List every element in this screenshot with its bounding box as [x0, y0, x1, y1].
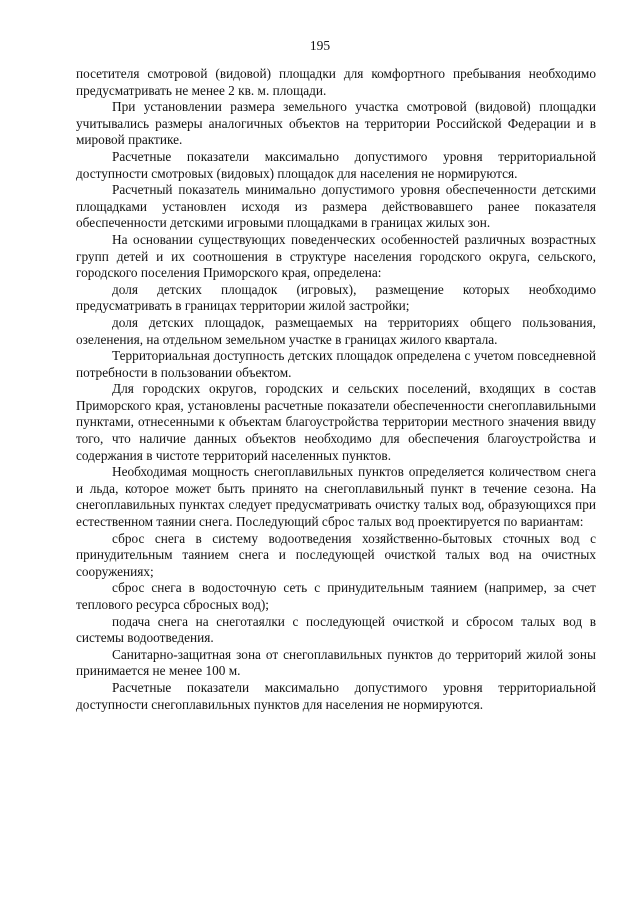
paragraph: Для городских округов, городских и сельских поселений, входящих в состав Приморского края, установлены расчетные показатели обеспеченности снегоплавильными пунктами, отнесенными к объектам благоустройства территории местного значения ввиду того, что наличие данных объектов необходимо для обеспечения благоустройства и содержания в чистоте территорий населенных пунктов.	[76, 381, 596, 463]
paragraph: Расчетный показатель минимально допустимого уровня обеспеченности детскими площадками установлен исходя из размера действовавшего ранее показателя обеспеченности детскими игровыми площадками в границах жилых зон.	[76, 182, 596, 231]
paragraph: На основании существующих поведенческих особенностей различных возрастных групп детей и их соотношения в структуре населения городского округа, сельского, городского поселения Приморского края, определена:	[76, 231, 596, 281]
paragraph: Санитарно-защитная зона от снегоплавильных пунктов до территорий жилой зоны принимается не менее 100 м.	[76, 646, 596, 679]
document-body	[76, 66, 596, 713]
paragraph: Территориальная доступность детских площадок определена с учетом повседневной потребности в пользовании объектом.	[76, 348, 596, 380]
paragraph: сброс снега в систему водоотведения хозяйственно-бытовых сточных вод с принудительным таянием снега и последующей очисткой талых вод на очистных сооружениях;	[76, 530, 596, 579]
paragraph: доля детских площадок (игровых), размещение которых необходимо предусматривать в границах территории жилой застройки;	[76, 281, 596, 314]
paragraph: сброс снега в водосточную сеть с принудительным таянием (например, за счет теплового ресурса сбросных вод);	[76, 580, 596, 612]
paragraph-continuation: посетителя смотровой (видовой) площадки для комфортного пребывания необходимо предусматривать не менее 2 кв. м. площади.	[76, 66, 596, 98]
paragraph: доля детских площадок, размещаемых на территориях общего пользования, озеленения, на отдельном земельном участке в границах жилого квартала.	[76, 314, 596, 347]
paragraph: При установлении размера земельного участка смотровой (видовой) площадки учитывались размеры аналогичных объектов на территории Российской Федерации и в мировой практике.	[76, 99, 596, 148]
page-number: 195	[309, 38, 331, 53]
paragraph: Необходимая мощность снегоплавильных пунктов определяется количеством снега и льда, которое может быть принято на снегоплавильный пункт в течение сезона. На снегоплавильных пунктах следует предусматривать очистку талых вод, образующихся при естественном таянии снега. Последующий сброс талых вод проектируется по вариантам:	[76, 464, 596, 530]
paragraph: подача снега на снеготаялки с последующей очисткой и сбросом талых вод в системы водоотведения.	[76, 613, 596, 646]
paragraph: Расчетные показатели максимально допустимого уровня территориальной доступности смотровых (видовых) площадок для населения не нормируются.	[76, 148, 596, 181]
paragraph: Расчетные показатели максимально допустимого уровня территориальной доступности снегоплавильных пунктов для населения не нормируются.	[76, 679, 596, 712]
